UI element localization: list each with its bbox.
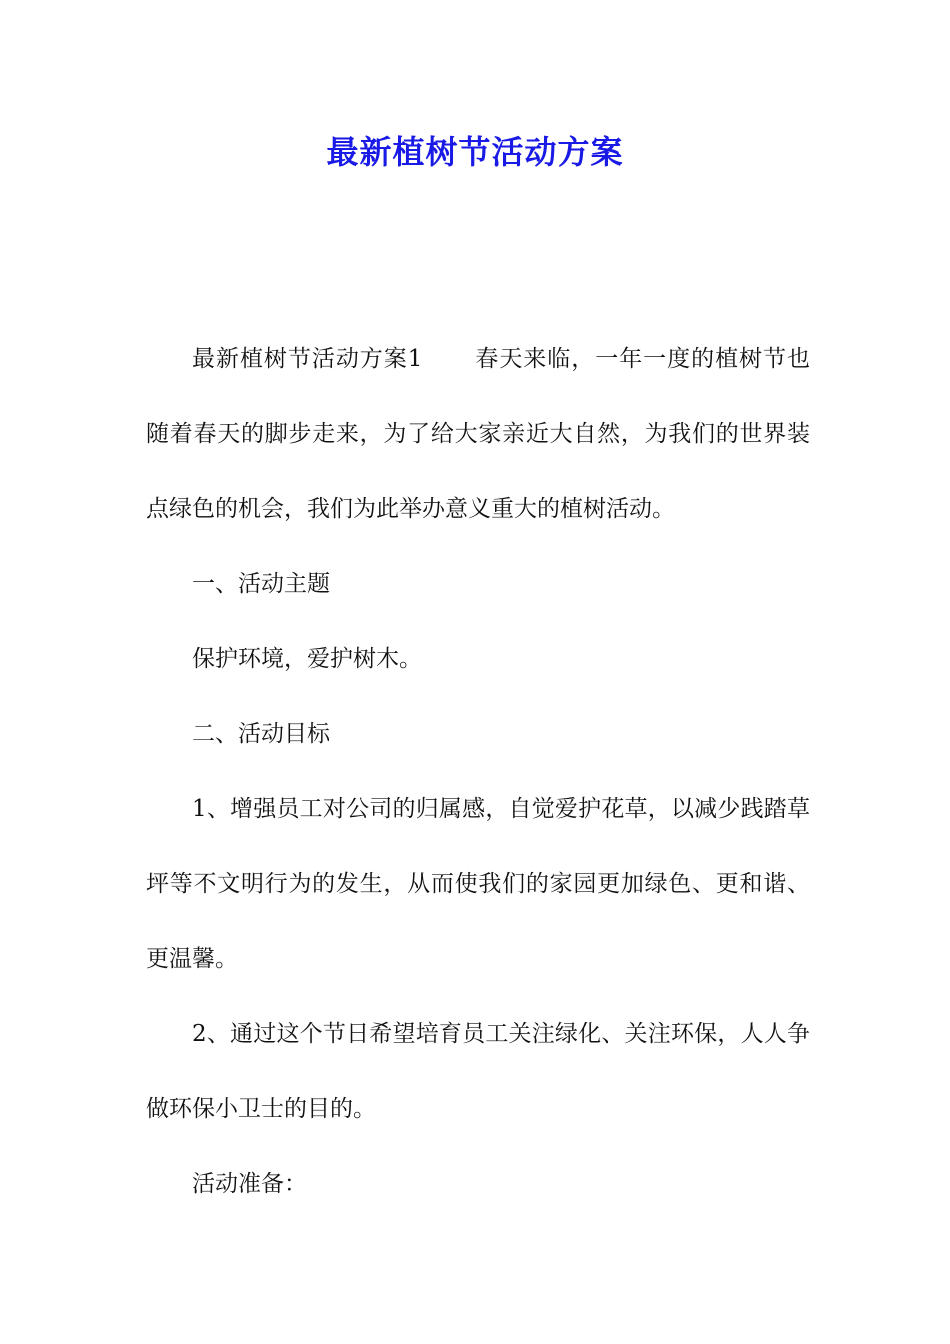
goal-2-paragraph: 2、通过这个节日希望培育员工关注绿化、关注环保，人人争做环保小卫士的目的。 — [146, 1021, 810, 1122]
document-body — [146, 322, 810, 1222]
intro-label: 最新植树节活动方案1 — [192, 346, 423, 372]
intro-paragraph — [146, 322, 810, 547]
document-title: 最新植树节活动方案 — [326, 133, 624, 171]
section1-heading: 一、活动主题 — [192, 571, 330, 597]
goal-1-paragraph: 1、增强员工对公司的归属感，自觉爱护花草，以减少践踏草坪等不文明行为的发生，从而使我们的家园更加绿色、更和谐、更温馨。 — [146, 796, 810, 972]
section2-heading: 二、活动目标 — [192, 721, 330, 747]
intro-text: 春天来临，一年一度的植树节也随着春天的脚步走来，为了给大家亲近大自然，为我们的世界装点绿色的机会，我们为此举办意义重大的植树活动。 — [146, 346, 811, 522]
section1-text: 保护环境，爱护树木。 — [192, 646, 422, 672]
preparation-heading: 活动准备： — [192, 1171, 307, 1197]
